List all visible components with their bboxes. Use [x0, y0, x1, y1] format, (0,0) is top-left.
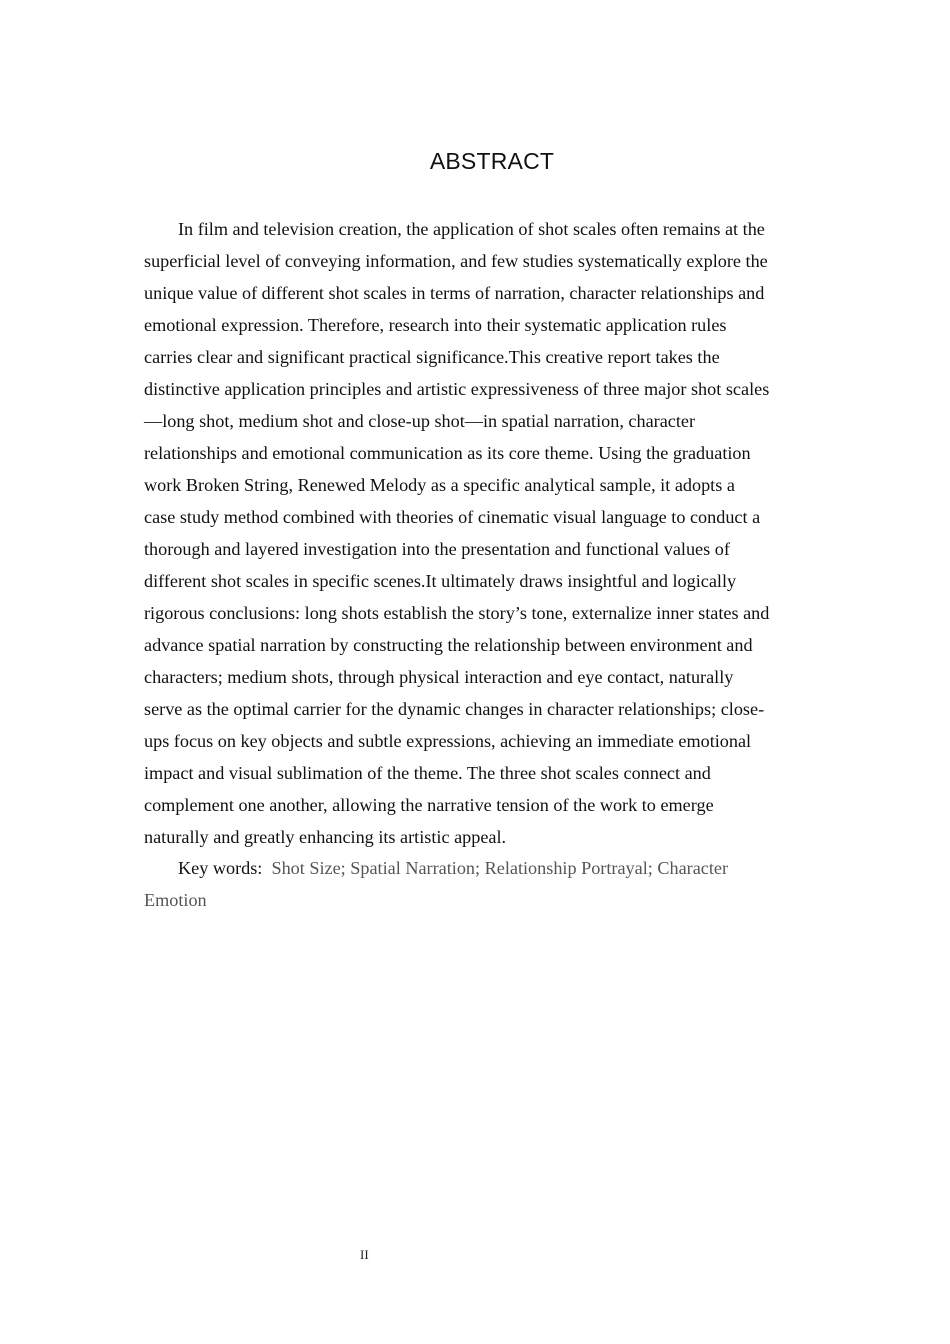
abstract-line: advance spatial narration by constructing the relationship between environment and — [144, 635, 753, 655]
abstract-line: different shot scales in specific scenes.It ultimately draws insightful and logically — [144, 571, 737, 591]
page-number: II — [360, 1247, 369, 1262]
abstract-line: relationships and emotional communication as its core theme. Using the graduation — [144, 443, 751, 463]
abstract-line: thorough and layered investigation into the presentation and functional values of — [144, 539, 730, 559]
abstract-body — [144, 213, 824, 853]
abstract-line: ups focus on key objects and subtle expressions, achieving an immediate emotional — [144, 731, 752, 751]
abstract-title: ABSTRACT — [429, 148, 555, 174]
abstract-line: —long shot, medium shot and close-up shot—in spatial narration, character — [144, 411, 696, 431]
abstract-line: carries clear and significant practical significance.This creative report takes the — [144, 347, 720, 367]
abstract-line: unique value of different shot scales in terms of narration, character relationships and — [144, 283, 765, 303]
keywords-line-2: Emotion — [144, 890, 207, 910]
keywords-label: Key words: — [178, 858, 272, 878]
abstract-line: work Broken String, Renewed Melody as a specific analytical sample, it adopts a — [144, 475, 735, 495]
abstract-line: serve as the optimal carrier for the dynamic changes in character relationships; close- — [144, 699, 765, 719]
abstract-line: complement one another, allowing the narrative tension of the work to emerge — [144, 795, 714, 815]
abstract-line: impact and visual sublimation of the theme. The three shot scales connect and — [144, 763, 711, 783]
abstract-line: rigorous conclusions: long shots establish the story’s tone, externalize inner states and — [144, 603, 770, 623]
abstract-line: case study method combined with theories of cinematic visual language to conduct a — [144, 507, 761, 527]
abstract-line: emotional expression. Therefore, research into their systematic application rules — [144, 315, 727, 335]
abstract-line: characters; medium shots, through physical interaction and eye contact, naturally — [144, 667, 734, 687]
abstract-line: superficial level of conveying information, and few studies systematically explore the — [144, 251, 768, 271]
abstract-line: naturally and greatly enhancing its artistic appeal. — [144, 827, 507, 847]
abstract-line: distinctive application principles and artistic expressiveness of three major shot scales — [144, 379, 770, 399]
keywords-line-1 — [144, 852, 824, 884]
keywords-section — [144, 852, 824, 916]
abstract-line: In film and television creation, the application of shot scales often remains at the — [178, 219, 765, 239]
keywords-values: Shot Size; Spatial Narration; Relationship Portrayal; Character — [271, 858, 729, 878]
